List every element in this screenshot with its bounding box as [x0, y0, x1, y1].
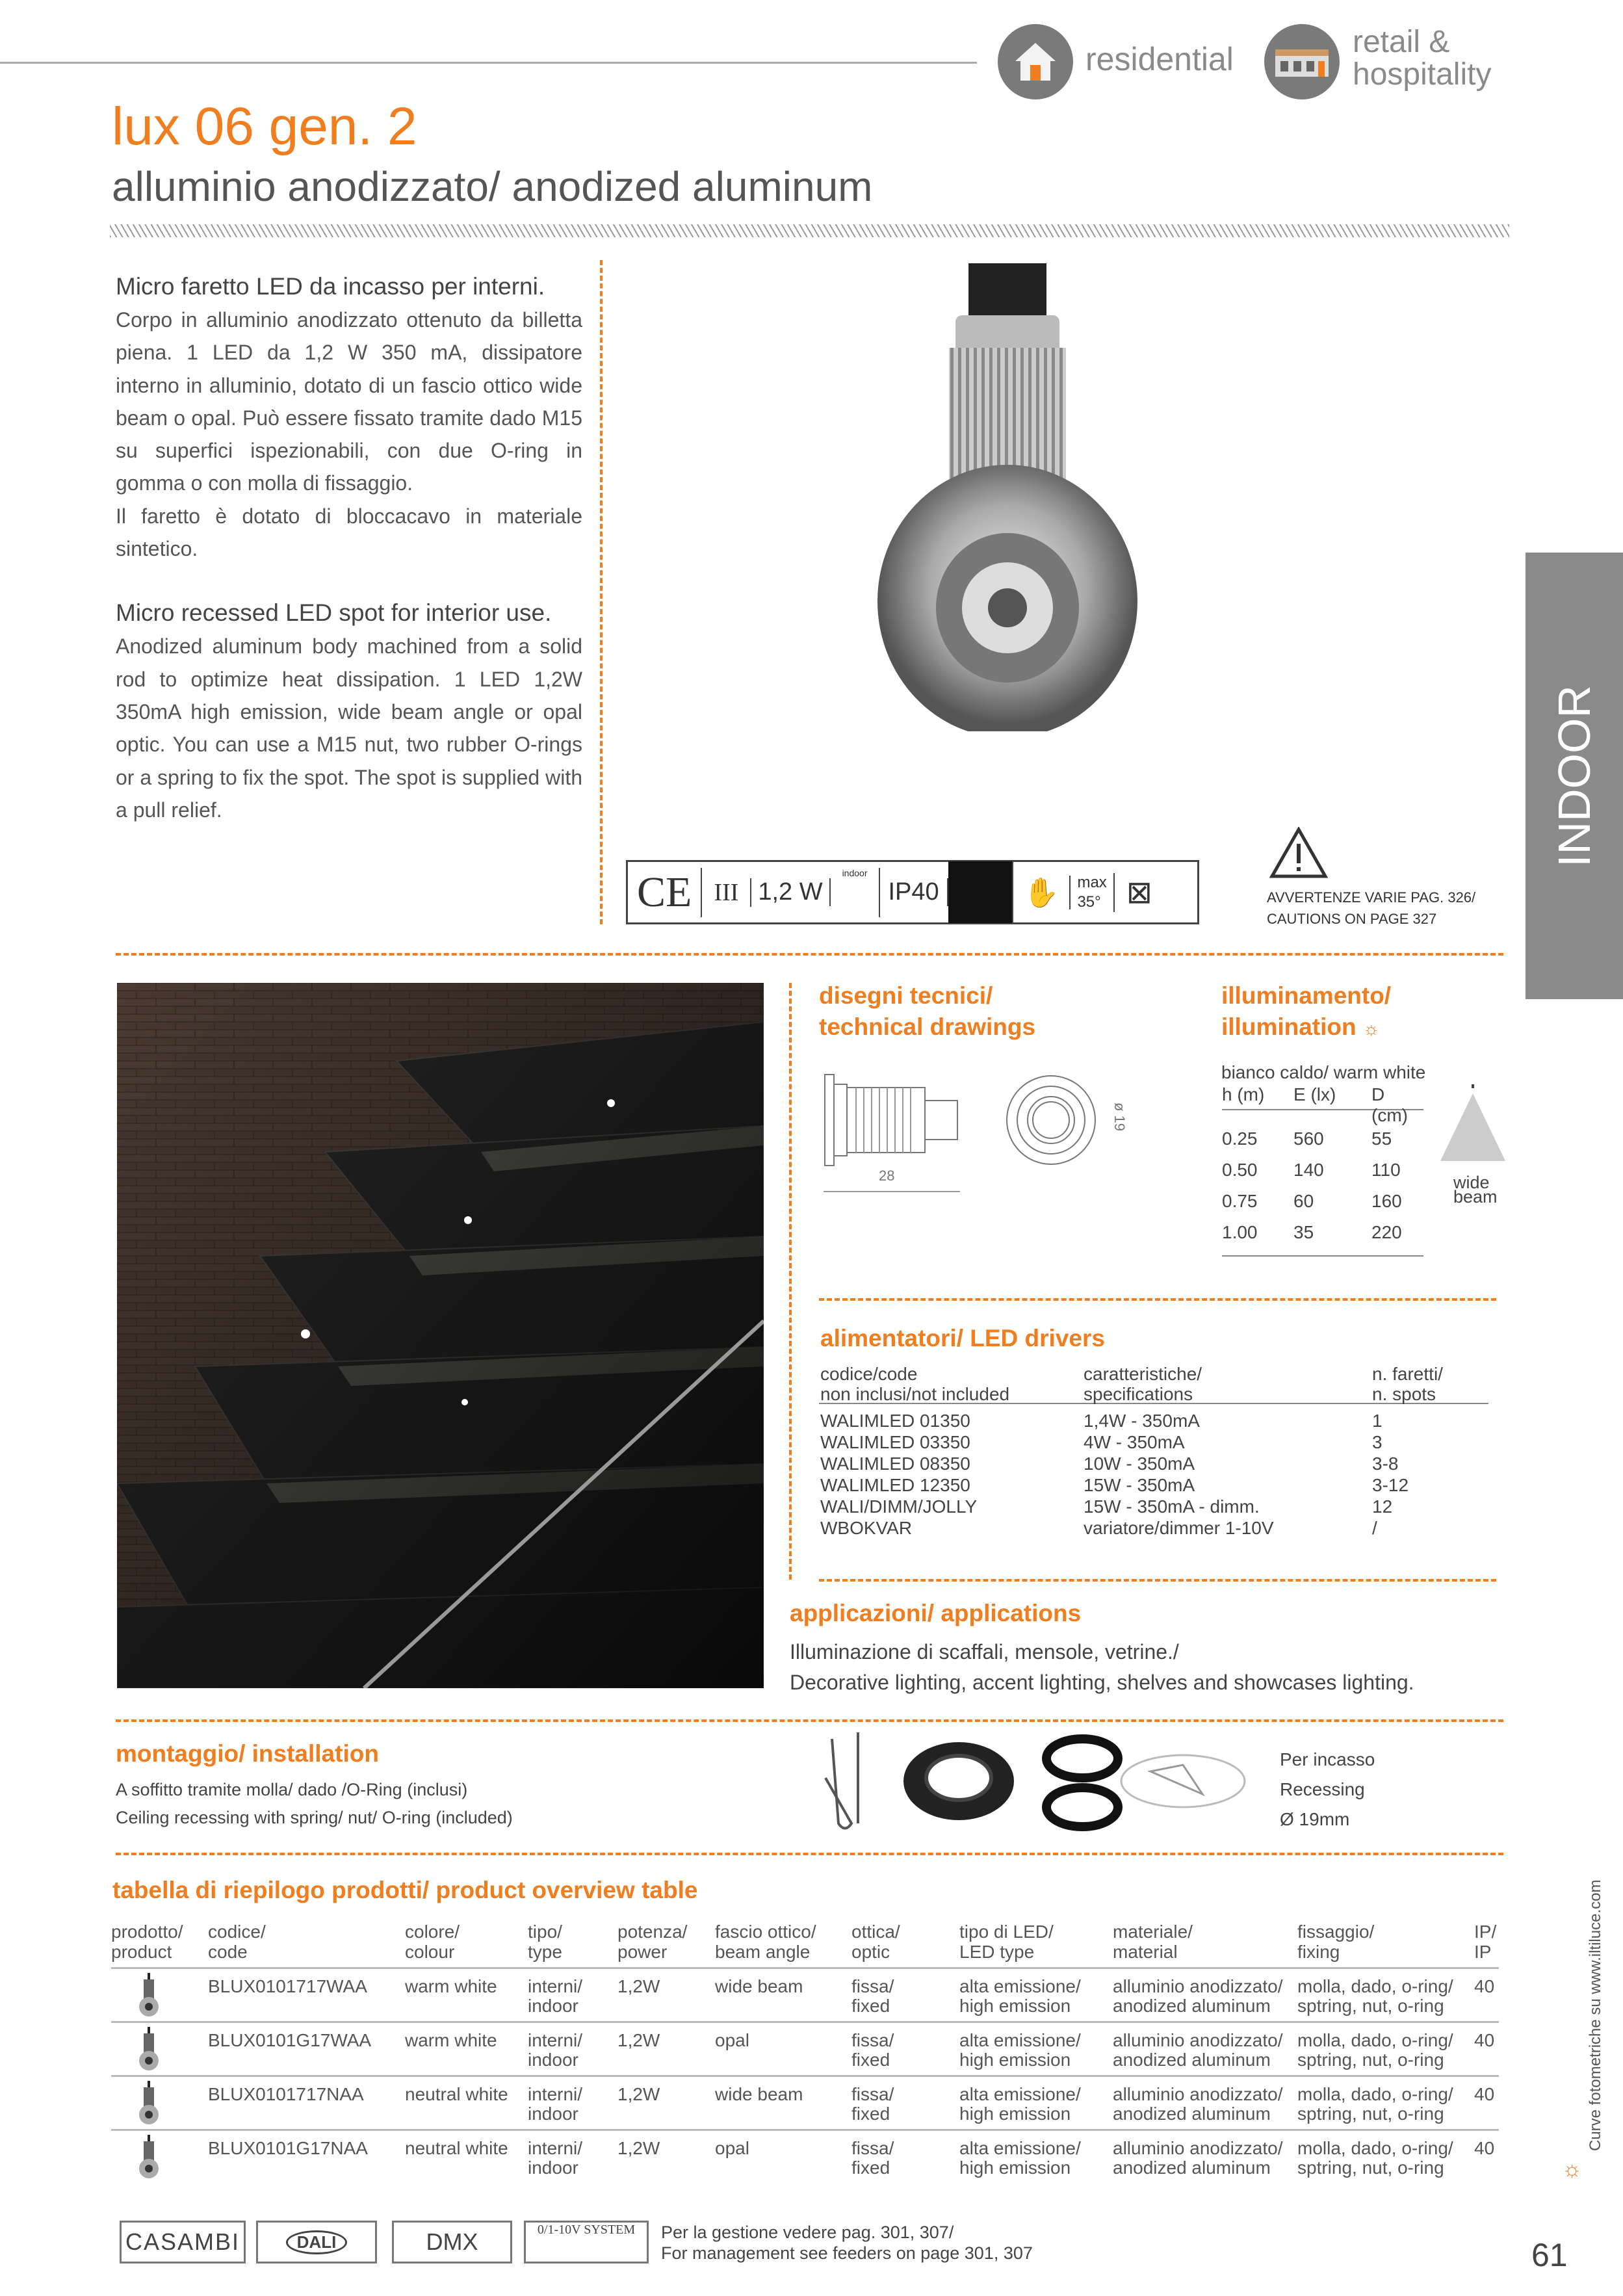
table-cell-line: opal — [715, 2030, 749, 2050]
installation-note-3: Ø 19mm — [1280, 1809, 1350, 1829]
drivers-col-header — [820, 1364, 1009, 1404]
table-row — [111, 2023, 1499, 2077]
table-cell-line: BLUX0101717WAA — [208, 1976, 367, 1996]
illumination-heading-2-wrap — [1221, 1011, 1391, 1045]
col-header-2: beam angle — [715, 1942, 811, 1962]
drivers-header — [819, 1364, 1488, 1404]
col-header-2: fixing — [1297, 1942, 1340, 1962]
table-cell — [405, 2085, 508, 2104]
warning-line1: AVVERTENZE VARIE PAG. 326/ — [1267, 889, 1476, 906]
weee-bin-icon: ⊠ — [1126, 875, 1153, 910]
installation-text — [116, 1776, 513, 1832]
driver-cell: 1,4W - 350mA — [1084, 1411, 1200, 1431]
product-thumbnail-icon — [136, 1973, 162, 2018]
table-cell-line: sptring, nut, o-ring — [1297, 2158, 1444, 2178]
driver-cell: 3-12 — [1372, 1475, 1409, 1495]
col-header-1: tipo/ — [528, 1922, 562, 1942]
driver-row — [819, 1518, 1488, 1539]
table-cell-line: molla, dado, o-ring/ — [1297, 1976, 1453, 1996]
table-cell — [715, 2085, 803, 2104]
illumination-table — [1222, 1084, 1423, 1257]
table-cell-line: BLUX0101G17WAA — [208, 2030, 372, 2050]
table-cell-line: 1,2W — [617, 2138, 660, 2158]
table-cell-line: anodized aluminum — [1113, 2158, 1271, 2178]
table-cell-line: warm white — [405, 2030, 497, 2050]
applications-line2: Decorative lighting, accent lighting, shelves and showcases lighting. — [790, 1671, 1414, 1694]
dali-logo — [256, 2221, 377, 2263]
drivers-col-header-1: caratteristiche/ — [1084, 1364, 1202, 1384]
table-cell — [617, 1977, 660, 1996]
table-cell-line: neutral white — [405, 2138, 508, 2158]
table-cell-line: indoor — [528, 1996, 578, 2016]
overview-col-header — [617, 1922, 687, 1962]
table-row — [111, 2077, 1499, 2131]
drivers-col-header — [1372, 1364, 1443, 1404]
table-cell-line: high emission — [959, 2104, 1071, 2124]
drivers-col-header-1: codice/code — [820, 1364, 918, 1384]
col-header-2: product — [111, 1942, 172, 1962]
table-cell — [715, 2031, 749, 2050]
footer-note-1: Per la gestione vedere pag. 301, 307/ — [661, 2223, 954, 2242]
driver-cell: variatore/dimmer 1-10V — [1084, 1518, 1274, 1538]
table-cell-line: fixed — [851, 2050, 890, 2070]
drivers-table — [819, 1364, 1488, 1539]
table-cell — [1474, 2085, 1494, 2104]
temp-label: 35° — [1077, 893, 1101, 911]
dmx-logo: DMX — [392, 2221, 512, 2263]
divider — [600, 260, 603, 924]
illum-cell: 60 — [1293, 1191, 1314, 1211]
beam-label — [1453, 1173, 1498, 1207]
illum-cell: 160 — [1371, 1191, 1402, 1211]
table-cell — [851, 1977, 894, 2016]
table-cell-line: indoor — [528, 2050, 578, 2070]
table-cell — [208, 1977, 367, 1996]
table-cell — [1297, 2085, 1453, 2124]
table-cell-line: warm white — [405, 1976, 497, 1996]
installation-accessories — [819, 1726, 1261, 1836]
table-cell-line: alluminio anodizzato/ — [1113, 2084, 1283, 2104]
overview-col-header — [1113, 1922, 1193, 1962]
col-header-2: power — [617, 1942, 668, 1962]
sun-icon: ☼ — [1362, 1019, 1380, 1039]
driver-cell: WALIMLED 08350 — [820, 1454, 970, 1474]
010v-logo: 0/1-10V SYSTEM — [524, 2221, 649, 2263]
driver-cell: 3 — [1372, 1432, 1383, 1452]
footer-note-2: For management see feeders on page 301, 307 — [661, 2243, 1033, 2263]
table-cell-line: molla, dado, o-ring/ — [1297, 2138, 1453, 2158]
table-cell — [851, 2031, 894, 2070]
indoor-icon: indoor — [831, 868, 881, 917]
divider-vertical-2 — [789, 983, 792, 1580]
table-cell-line: alluminio anodizzato/ — [1113, 2138, 1283, 2158]
max-label: max — [1077, 873, 1107, 891]
table-cell-line: alta emissione/ — [959, 2138, 1081, 2158]
illumination-heading-1: illuminamento/ — [1221, 982, 1392, 1009]
overview-col-header — [851, 1922, 900, 1962]
overview-heading: tabella di riepilogo prodotti/ product overview table — [112, 1877, 698, 1903]
table-cell — [851, 2139, 894, 2178]
table-cell — [1474, 2139, 1494, 2158]
table-cell — [851, 2085, 894, 2124]
section-divider-3 — [819, 1579, 1496, 1582]
col-header-1: fascio ottico/ — [715, 1922, 816, 1942]
illum-cell: 0.75 — [1222, 1191, 1258, 1211]
table-cell-line: indoor — [528, 2104, 578, 2124]
certification-strip — [626, 860, 1199, 924]
table-cell-line: interni/ — [528, 2138, 583, 2158]
illum-cell: 220 — [1371, 1222, 1402, 1242]
col-header-1: ottica/ — [851, 1922, 900, 1942]
category-residential: residential — [1085, 41, 1234, 77]
product-image — [864, 263, 1150, 731]
illum-cell: 35 — [1293, 1222, 1314, 1242]
section-divider-5 — [116, 1853, 1503, 1855]
table-cell-line: alluminio anodizzato/ — [1113, 2030, 1283, 2050]
table-cell-line: wide beam — [715, 2084, 803, 2104]
drivers-col-header-2: non inclusi/not included — [820, 1384, 1010, 1404]
table-cell — [1474, 2031, 1494, 2050]
beam-icon — [948, 861, 1013, 923]
driver-cell: 1 — [1372, 1411, 1383, 1431]
it-body-2: Il faretto è dotato di bloccacavo in materiale sintetico. — [116, 504, 582, 561]
table-cell-line: fissa/ — [851, 1976, 894, 1996]
table-cell-line: fixed — [851, 1996, 890, 2016]
driver-cell: WALIMLED 03350 — [820, 1432, 970, 1452]
product-thumbnail-icon — [136, 2135, 162, 2180]
driver-row — [819, 1432, 1488, 1454]
table-cell-line: alta emissione/ — [959, 2030, 1081, 2050]
indoor-tab — [1526, 553, 1623, 999]
table-cell-line: sptring, nut, o-ring — [1297, 1996, 1444, 2016]
overview-col-header — [715, 1922, 816, 1962]
table-cell-line: interni/ — [528, 2084, 583, 2104]
table-cell — [528, 2139, 582, 2178]
table-cell-line: high emission — [959, 2050, 1071, 2070]
table-cell-line: interni/ — [528, 1976, 583, 1996]
installation-note-2: Recessing — [1280, 1779, 1365, 1799]
illum-col-header: h (m) — [1222, 1084, 1265, 1104]
category-retail-line1: retail & — [1353, 25, 1450, 59]
col-header-2: IP — [1474, 1942, 1492, 1962]
table-cell-line: 1,2W — [617, 2030, 660, 2050]
casambi-logo: CASAMBI — [120, 2221, 246, 2263]
driver-cell: 3-8 — [1372, 1454, 1399, 1474]
table-cell-line: interni/ — [528, 2030, 583, 2050]
it-body: Corpo in alluminio anodizzato ottenuto da billetta piena. 1 LED da 1,2 W 350 mA, dissipatore interno in alluminio, dotato di un fascio ottico wide beam o opal. Può essere fissato tramite dado M15 su superfici ispezionabili, con due O-ring in gomma o con molla di fissaggio. — [116, 308, 582, 495]
table-cell-line: fissa/ — [851, 2030, 894, 2050]
installation-heading: montaggio/ installation — [116, 1740, 379, 1767]
col-header-2: material — [1113, 1942, 1178, 1962]
drivers-col-header — [1084, 1364, 1202, 1404]
table-cell — [617, 2085, 660, 2104]
warning-icon — [1269, 827, 1328, 879]
en-body: Anodized aluminum body machined from a solid rod to optimize heat dissipation. 1 LED 1,2W 350mA high emission, wide beam angle or opal optic. You can use a M15 nut, two rubber O-rings or a spring to fix the spot. The spot is supplied with a pull relief. — [116, 634, 583, 822]
power-label: 1,2 W — [751, 878, 830, 906]
sun-icon-footer: ☼ — [1562, 2157, 1583, 2182]
illum-cell: 55 — [1371, 1128, 1392, 1149]
overview-header — [111, 1922, 1499, 1969]
no-touch-icon: ✋ — [1013, 876, 1071, 909]
col-header-1: codice/ — [208, 1922, 266, 1942]
drawings-heading-1: disegni tecnici/ — [819, 982, 993, 1009]
col-header-2: colour — [405, 1942, 455, 1962]
table-cell-line: anodized aluminum — [1113, 2104, 1271, 2124]
overview-col-header — [959, 1922, 1054, 1962]
photometric-note: Curve fotometriche su www.iltiluce.com — [1587, 1879, 1604, 2151]
illum-cell: 560 — [1293, 1128, 1324, 1149]
driver-row — [819, 1454, 1488, 1475]
table-cell-line: 40 — [1474, 1976, 1495, 1996]
table-cell — [405, 1977, 497, 1996]
table-cell-line: high emission — [959, 1996, 1071, 2016]
illumination-heading-2: illumination — [1221, 1013, 1357, 1040]
table-cell — [208, 2031, 371, 2050]
drawings-heading — [819, 980, 1035, 1043]
table-cell-line: 40 — [1474, 2084, 1495, 2104]
table-cell — [715, 2139, 749, 2158]
col-header-1: potenza/ — [617, 1922, 688, 1942]
table-cell-line: high emission — [959, 2158, 1071, 2178]
overview-col-header — [1297, 1922, 1374, 1962]
table-cell-line: BLUX0101717NAA — [208, 2084, 364, 2104]
product-thumbnail-icon — [136, 2027, 162, 2072]
col-header-2: type — [528, 1942, 562, 1962]
overview-col-header — [1474, 1922, 1496, 1962]
house-icon — [998, 24, 1073, 99]
col-header-1: colore/ — [405, 1922, 460, 1942]
illumination-subtitle: bianco caldo/ warm white — [1221, 1062, 1426, 1082]
col-header-1: prodotto/ — [111, 1922, 183, 1942]
max-temp — [1071, 873, 1114, 912]
table-cell-line: anodized aluminum — [1113, 2050, 1271, 2070]
page-number: 61 — [1531, 2237, 1568, 2273]
col-header-1: materiale/ — [1113, 1922, 1193, 1942]
table-cell-line: alluminio anodizzato/ — [1113, 1976, 1283, 1996]
table-cell — [1474, 1977, 1494, 1996]
beam-diagram — [1440, 1084, 1508, 1165]
table-cell — [405, 2031, 497, 2050]
illum-col-header: D (cm) — [1371, 1084, 1408, 1125]
table-cell — [405, 2139, 508, 2158]
table-cell — [617, 2031, 660, 2050]
table-cell — [1297, 1977, 1453, 2016]
overview-col-header — [528, 1922, 562, 1962]
drivers-col-header-2: specifications — [1084, 1384, 1193, 1404]
beam-label-1: wide — [1453, 1173, 1490, 1192]
table-cell — [208, 2139, 368, 2158]
table-cell — [208, 2085, 364, 2104]
table-cell-line: sptring, nut, o-ring — [1297, 2050, 1444, 2070]
technical-drawing — [824, 1068, 1129, 1195]
table-cell — [959, 2139, 1081, 2178]
installation-line2: Ceiling recessing with spring/ nut/ O-ring (included) — [116, 1808, 513, 1827]
table-cell-line: BLUX0101G17NAA — [208, 2138, 368, 2158]
overview-col-header — [405, 1922, 460, 1962]
dim-length: 28 — [879, 1168, 895, 1184]
driver-cell: / — [1372, 1518, 1377, 1538]
table-cell-line: alta emissione/ — [959, 1976, 1081, 1996]
table-cell-line: 40 — [1474, 2030, 1495, 2050]
table-cell-line: sptring, nut, o-ring — [1297, 2104, 1444, 2124]
table-cell-line: opal — [715, 2138, 749, 2158]
ce-mark: CE — [628, 868, 702, 917]
class-iii-icon: III — [702, 878, 751, 907]
table-cell-line: fixed — [851, 2158, 890, 2178]
table-cell — [1113, 2031, 1283, 2070]
applications-line1: Illuminazione di scaffali, mensole, vetrine./ — [790, 1640, 1179, 1663]
page-subtitle: alluminio anodizzato/ anodized aluminum — [112, 163, 873, 210]
shop-icon — [1264, 24, 1340, 99]
driver-cell: 10W - 350mA — [1084, 1454, 1195, 1474]
installation-note-1: Per incasso — [1280, 1749, 1375, 1769]
drivers-col-header-1: n. faretti/ — [1372, 1364, 1443, 1384]
table-cell — [1113, 2139, 1283, 2178]
illum-cell: 140 — [1293, 1160, 1324, 1180]
warning-text — [1267, 887, 1475, 930]
beam-label-2: beam — [1453, 1187, 1498, 1207]
col-header-1: tipo di LED/ — [959, 1922, 1054, 1942]
applications-heading: applicazioni/ applications — [790, 1600, 1082, 1626]
page-title: lux 06 gen. 2 — [112, 97, 417, 156]
application-photo — [117, 983, 764, 1688]
category-retail-line2: hospitality — [1353, 57, 1492, 92]
col-header-1: IP/ — [1474, 1922, 1497, 1942]
dali-logo-text: DALI — [286, 2230, 348, 2254]
table-cell — [1297, 2139, 1453, 2178]
table-cell — [959, 1977, 1081, 2016]
table-cell-line: neutral white — [405, 2084, 508, 2104]
illumination-heading — [1221, 980, 1391, 1045]
overview-col-header — [111, 1922, 183, 1962]
table-cell-line: molla, dado, o-ring/ — [1297, 2084, 1453, 2104]
driver-row — [819, 1475, 1488, 1496]
section-divider — [116, 953, 1503, 956]
drawings-heading-2: technical drawings — [819, 1013, 1036, 1040]
table-cell — [1297, 2031, 1453, 2070]
driver-cell: WALI/DIMM/JOLLY — [820, 1496, 978, 1517]
driver-cell: WBOKVAR — [820, 1518, 913, 1538]
applications-text — [790, 1637, 1414, 1698]
drivers-col-header-2: n. spots — [1372, 1384, 1436, 1404]
driver-cell: 4W - 350mA — [1084, 1432, 1185, 1452]
indoor-tab-label: INDOOR — [1549, 685, 1600, 867]
table-cell-line: fissa/ — [851, 2084, 894, 2104]
table-cell — [1113, 2085, 1283, 2124]
ip-rating: IP40 — [880, 878, 948, 906]
section-divider-2 — [819, 1298, 1496, 1301]
illum-cell: 1.00 — [1222, 1222, 1258, 1242]
table-cell-line: 1,2W — [617, 2084, 660, 2104]
table-cell — [528, 2085, 582, 2124]
table-cell-line: fixed — [851, 2104, 890, 2124]
table-row — [111, 1969, 1499, 2023]
installation-line1: A soffitto tramite molla/ dado /O-Ring (inclusi) — [116, 1780, 468, 1799]
col-header-2: optic — [851, 1942, 890, 1962]
top-rule — [0, 62, 977, 64]
table-cell-line: fissa/ — [851, 2138, 894, 2158]
footer-note — [661, 2222, 1033, 2263]
illum-header — [1222, 1084, 1423, 1125]
table-cell-line: indoor — [528, 2158, 578, 2178]
overview-col-header — [208, 1922, 266, 1962]
driver-row — [819, 1496, 1488, 1518]
installation-notes — [1280, 1745, 1375, 1834]
it-heading: Micro faretto LED da incasso per interni. — [116, 273, 545, 300]
table-row — [111, 2131, 1499, 2185]
illum-body — [1222, 1110, 1423, 1257]
driver-cell: 15W - 350mA — [1084, 1475, 1195, 1495]
hatched-rule — [110, 224, 1509, 237]
section-divider-4 — [116, 1719, 1503, 1722]
en-heading: Micro recessed LED spot for interior use. — [116, 599, 552, 627]
illum-cell: 110 — [1371, 1160, 1401, 1180]
overview-table — [111, 1922, 1499, 2195]
table-cell — [715, 1977, 803, 1996]
warning-line2: CAUTIONS ON PAGE 327 — [1267, 911, 1437, 927]
col-header-2: LED type — [959, 1942, 1035, 1962]
dim-diameter: ø 19 — [1111, 1102, 1128, 1132]
illum-cell: 0.50 — [1222, 1160, 1258, 1180]
table-cell — [1113, 1977, 1283, 2016]
col-header-2: code — [208, 1942, 248, 1962]
product-thumbnail-icon — [136, 2081, 162, 2126]
illum-col-header: E (lx) — [1293, 1084, 1336, 1104]
table-cell — [959, 2085, 1081, 2124]
description — [116, 270, 582, 826]
table-cell — [617, 2139, 660, 2158]
driver-cell: 12 — [1372, 1496, 1393, 1517]
table-cell-line: molla, dado, o-ring/ — [1297, 2030, 1453, 2050]
drivers-heading: alimentatori/ LED drivers — [820, 1325, 1105, 1351]
category-retail — [1353, 26, 1491, 91]
table-cell — [528, 1977, 582, 2016]
driver-row — [819, 1411, 1488, 1432]
table-cell-line: 40 — [1474, 2138, 1495, 2158]
table-cell-line: 1,2W — [617, 1976, 660, 1996]
driver-cell: 15W - 350mA - dimm. — [1084, 1496, 1260, 1517]
table-cell-line: wide beam — [715, 1976, 803, 1996]
illum-cell: 0.25 — [1222, 1128, 1258, 1149]
table-cell — [528, 2031, 582, 2070]
table-cell-line: anodized aluminum — [1113, 1996, 1271, 2016]
driver-cell: WALIMLED 01350 — [820, 1411, 970, 1431]
table-cell — [959, 2031, 1081, 2070]
table-cell-line: alta emissione/ — [959, 2084, 1081, 2104]
driver-cell: WALIMLED 12350 — [820, 1475, 970, 1495]
col-header-1: fissaggio/ — [1297, 1922, 1375, 1942]
